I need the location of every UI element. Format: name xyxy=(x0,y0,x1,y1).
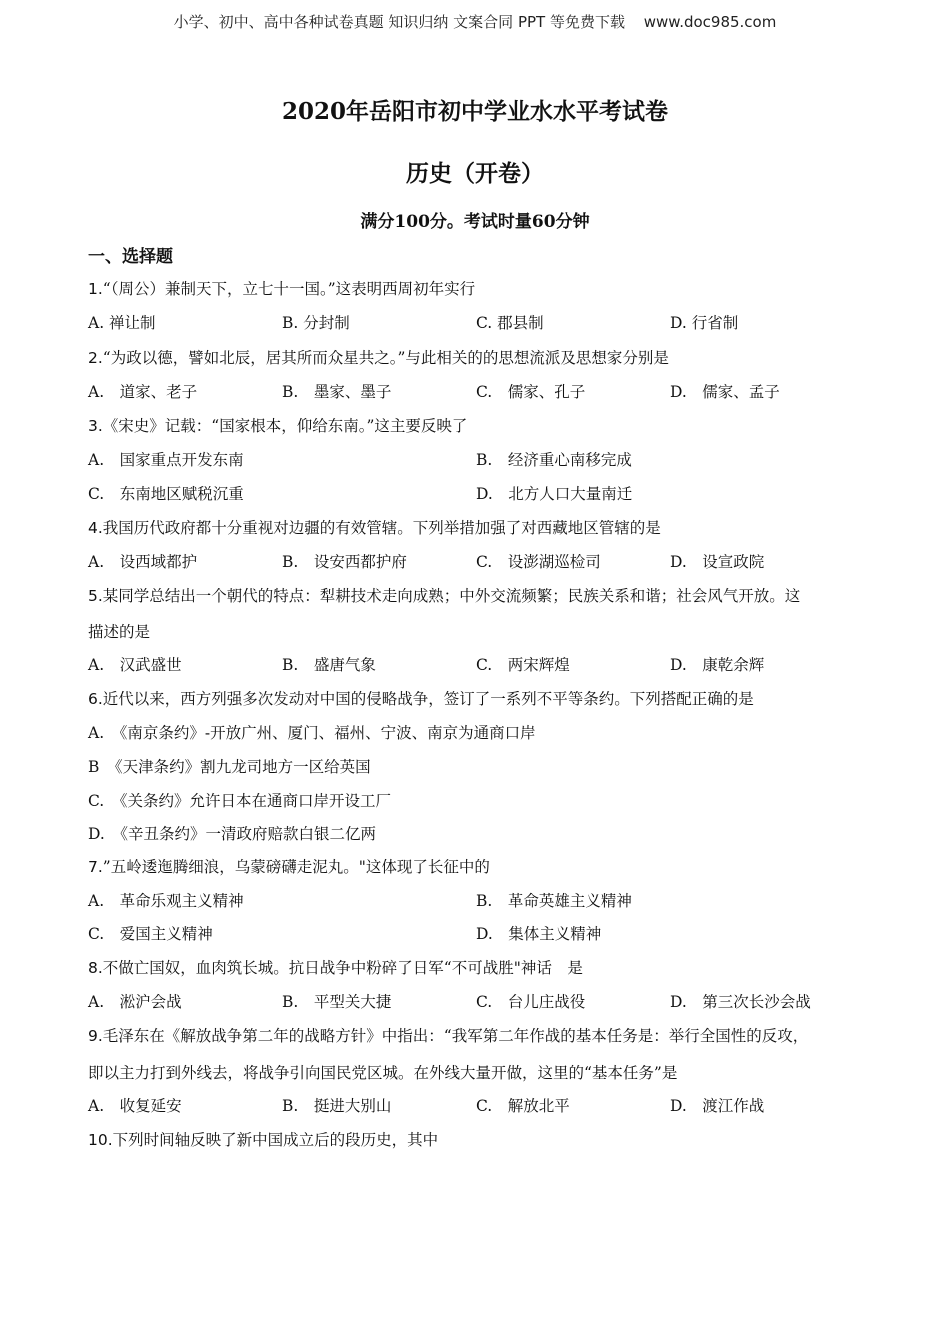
q1-option-b: B. 分封制 xyxy=(282,314,350,332)
question-3: 3.《宋史》记载：“国家根本，仰给东南。”这主要反映了 xyxy=(88,417,468,435)
question-9: 9.毛泽东在《解放战争第二年的战略方针》中指出：“我军第二年作战的基本任务是：举行全国性的反攻， xyxy=(88,1027,809,1045)
q3-option-a: A. 国家重点开发东南 xyxy=(88,451,244,469)
q6-option-c: C. 《关条约》允许日本在通商口岸开设工厂 xyxy=(88,792,391,810)
q9-option-d: D. 渡江作战 xyxy=(670,1097,765,1115)
question-2: 2.“为政以德，譬如北辰，居其所而众星共之。”与此相关的的思想流派及思想家分别是 xyxy=(88,349,669,367)
q4-option-c: C. 设澎湖巡检司 xyxy=(476,553,601,571)
question-4: 4.我国历代政府都十分重视对边疆的有效管辖。下列举措加强了对西藏地区管辖的是 xyxy=(88,519,661,537)
q6-option-a: A. 《南京条约》-开放广州、厦门、福州、宁波、南京为通商口岸 xyxy=(88,724,536,742)
q2-option-a: A. 道家、老子 xyxy=(88,383,198,401)
q9-option-c: C. 解放北平 xyxy=(476,1097,570,1115)
q1-option-d: D. 行省制 xyxy=(670,314,739,332)
q7-option-b: B. 革命英雄主义精神 xyxy=(476,892,632,910)
question-7: 7.”五岭逶迤腾细浪，乌蒙磅礴走泥丸。"这体现了长征中的 xyxy=(88,858,490,876)
q3-option-d: D. 北方人口大量南迁 xyxy=(476,485,633,503)
q8-option-d: D. 第三次长沙会战 xyxy=(670,993,811,1011)
header-text: 小学、初中、高中各种试卷真题 知识归纳 文案合同 PPT 等免费下载 xyxy=(173,13,625,31)
q3-option-c: C. 东南地区赋税沉重 xyxy=(88,485,244,503)
q8-option-a: A. 淞沪会战 xyxy=(88,993,182,1011)
question-9-continued: 即以主力打到外线去，将战争引向国民党区城。在外线大量开做，这里的“基本任务”是 xyxy=(88,1064,678,1082)
question-1: 1.“（周公）兼制天下，立七十一国。”这表明西周初年实行 xyxy=(88,280,476,298)
question-8: 8.不做亡国奴，血肉筑长城。抗日战争中粉碎了日军“不可战胜"神话 是 xyxy=(88,959,583,977)
q2-option-b: B. 墨家、墨子 xyxy=(282,383,392,401)
exam-info: 满分100分。考试时量60分钟 xyxy=(360,212,590,232)
q4-option-b: B. 设安西都护府 xyxy=(282,553,407,571)
q8-option-c: C. 台儿庄战役 xyxy=(476,993,586,1011)
q5-option-a: A. 汉武盛世 xyxy=(88,656,182,674)
q9-option-a: A. 收复延安 xyxy=(88,1097,182,1115)
q4-option-d: D. 设宣政院 xyxy=(670,553,765,571)
exam-subtitle: 历史（开卷） xyxy=(406,160,544,187)
question-5-continued: 描述的是 xyxy=(88,623,151,641)
q7-option-d: D. 集体主义精神 xyxy=(476,925,602,943)
q7-option-a: A. 革命乐观主义精神 xyxy=(88,892,244,910)
q6-option-d: D. 《辛丑条约》一清政府赔款白银二亿两 xyxy=(88,825,377,843)
section-heading: 一、选择题 xyxy=(88,247,173,267)
q5-option-c: C. 两宋辉煌 xyxy=(476,656,570,674)
question-6: 6.近代以来，西方列强多次发动对中国的侵略战争，签订了一系列不平等条约。下列搭配正确的是 xyxy=(88,690,754,708)
q7-option-c: C. 爱国主义精神 xyxy=(88,925,213,943)
q4-option-a: A. 设西域都护 xyxy=(88,553,198,571)
q5-option-d: D. 康乾余辉 xyxy=(670,656,765,674)
q6-option-b: B 《天津条约》割九龙司地方一区给英国 xyxy=(88,758,371,776)
question-10: 10.下列时间轴反映了新中国成立后的段历史，其中 xyxy=(88,1131,439,1149)
q5-option-b: B. 盛唐气象 xyxy=(282,656,376,674)
q3-option-b: B. 经济重心南移完成 xyxy=(476,451,632,469)
q2-option-c: C. 儒家、孔子 xyxy=(476,383,586,401)
question-5: 5.某同学总结出一个朝代的特点：犁耕技术走向成熟；中外交流频繁；民族关系和谐；社会风气开放。这 xyxy=(88,587,801,605)
exam-title: 2020年岳阳市初中学业水水平考试卷 xyxy=(281,98,668,125)
page-header xyxy=(0,11,950,32)
q8-option-b: B. 平型关大捷 xyxy=(282,993,392,1011)
q1-option-a: A. 禅让制 xyxy=(88,314,156,332)
q9-option-b: B. 挺进大别山 xyxy=(282,1097,392,1115)
header-url[interactable]: www.doc985.com xyxy=(643,13,777,31)
q2-option-d: D. 儒家、孟子 xyxy=(670,383,780,401)
q1-option-c: C. 郡县制 xyxy=(476,314,544,332)
